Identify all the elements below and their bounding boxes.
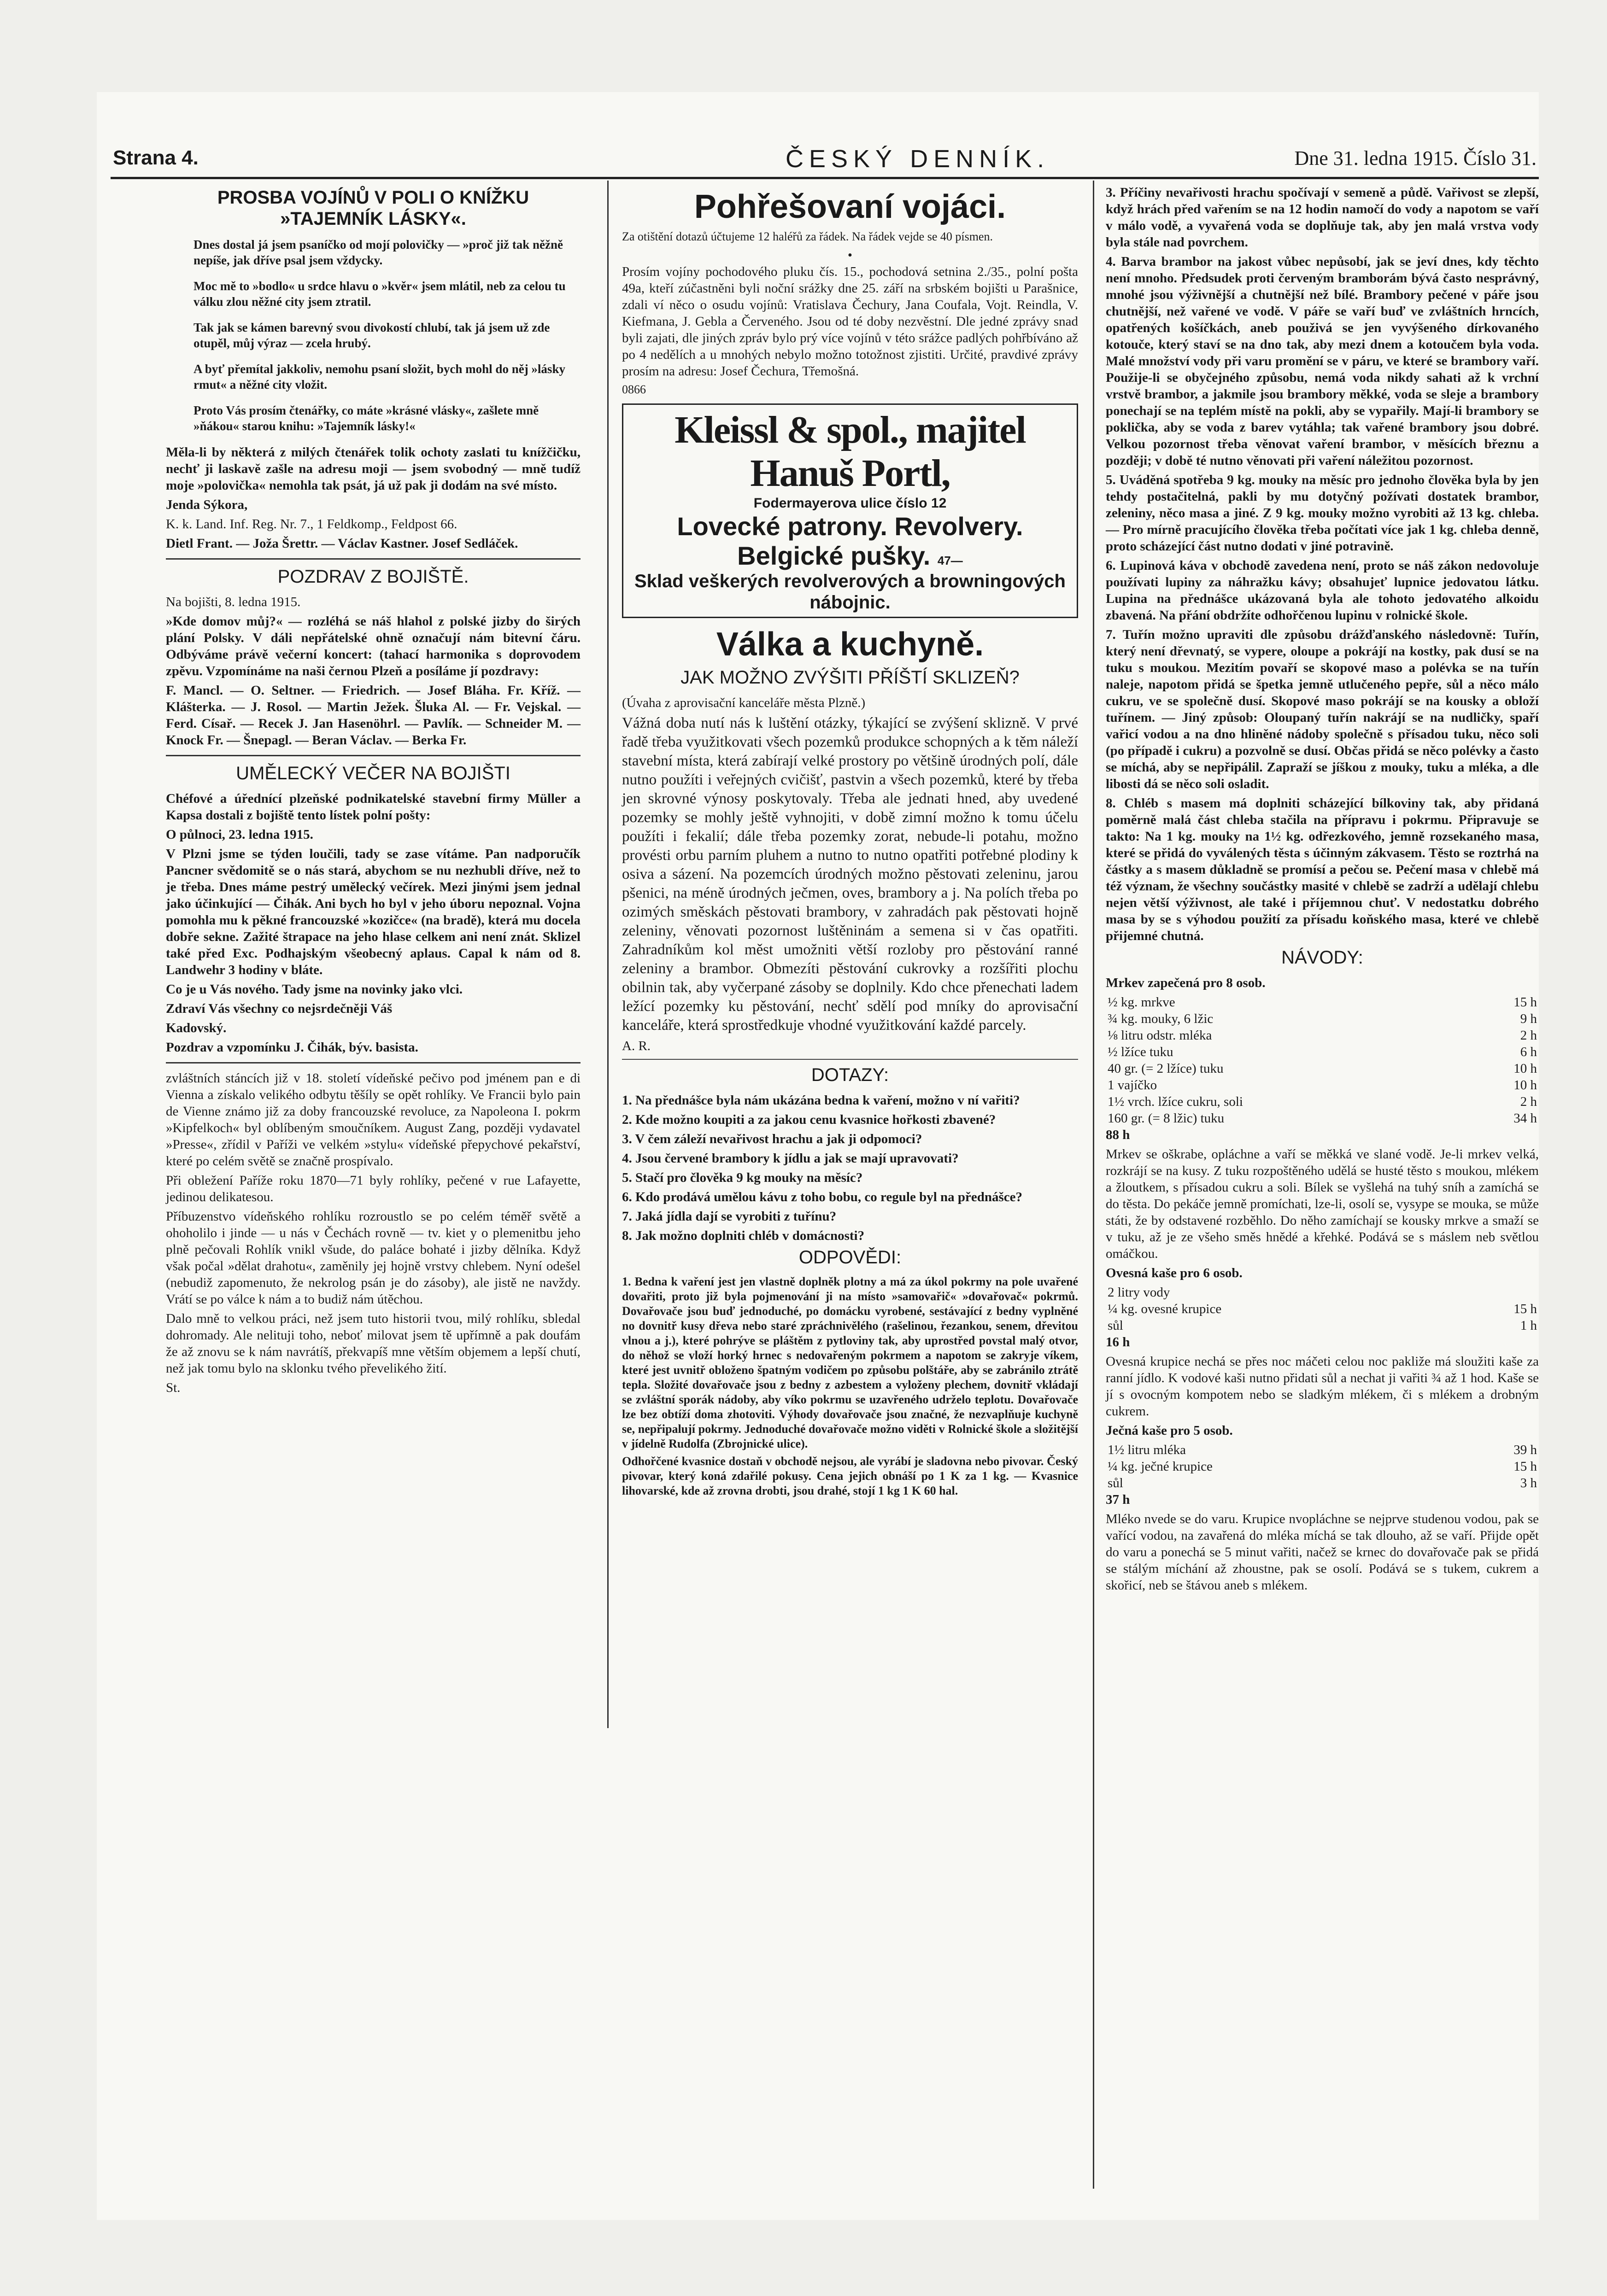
recipe-row xyxy=(1106,1475,1539,1491)
column-1 xyxy=(166,184,581,1399)
ad-line xyxy=(627,541,1073,571)
price: 39 h xyxy=(1513,1443,1537,1457)
ad-code: 47— xyxy=(937,554,963,567)
recipe-row xyxy=(1106,1077,1539,1093)
dateline: Na bojišti, 8. ledna 1915. xyxy=(166,595,301,609)
poem-stanza: A byť přemítal jakkoliv, nemohu psaní složit, bych mohl do něj »lásky rmut« a něžné city vložit. xyxy=(194,362,565,391)
dateline: O půlnoci, 23. ledna 1915. xyxy=(166,827,313,842)
ingredient: 1 vajíčko xyxy=(1108,1078,1157,1092)
price: 15 h xyxy=(1513,995,1537,1010)
names-list: F. Mancl. — O. Seltner. — Friedrich. — Josef Bláha. Fr. Kříž. — Klášterka. — J. Rosol. — Martin Ježek. Šluka Al. — Fr. Vejskal. — Ferd. Císař. — Recek J. Jan Hasenöhrl. — Pavlík. — Schneider M. — Knock Fr. — Šnepagl. — Beran Václav. — Berka Fr. xyxy=(166,683,581,748)
ingredient: sůl xyxy=(1108,1476,1123,1490)
recipe-rows xyxy=(1106,994,1539,1127)
ingredient: 2 litry vody xyxy=(1108,1285,1170,1300)
answer: 5. Uváděná spotřeba 9 kg. mouky na měsíc pro jednoho člověka byla by jen tehdy postačitelná, pakli by mu dotyčný požívati dostatek brambor, zeleniny, něco masa a jiné. Z 9 kg. mouky možno vyrobiti až 13 kg. chleba. — Pro mírně pracujícího člověka třeba počítati více jak 1 kg. chleba denně, proto scházející část nutno dodati v jiné potravině. xyxy=(1106,473,1539,554)
subtitle: (Úvaha z aprovisační kanceláře města Plzně.) xyxy=(622,695,866,710)
recipe-row xyxy=(1106,1060,1539,1077)
page-header xyxy=(113,146,1537,174)
recipe-row xyxy=(1106,1442,1539,1458)
paragraph: V Plzni jsme se týden loučili, tady se zase vítáme. Pan nadporučík Pancner svědomitě se o nás stará, abychom se nu nezhubli dříve, než to je třeba. Dnes máme pestrý umělecký večírek. Mezi jinými jsem jednal jako účinkující — Čihák. Ani bych ho byl v jeho úboru nepoznal. Vojna pomohla mu k pěkné francouzské »kozičce« (na bradě), která mu docela dobře sekne. Zažité štrapace na jeho hlase celkem ani není znát. Sklizel také před Exc. Podhajským všeobecný aplaus. Capal k nám od 8. Landwehr 3 hodiny v bláte. xyxy=(166,847,581,977)
names-list: Dietl Frant. — Joža Šrettr. — Václav Kastner. Josef Sedláček. xyxy=(166,536,518,551)
ingredient: ½ lžíce tuku xyxy=(1108,1045,1173,1059)
question: 1. Na přednášce byla nám ukázána bedna k vaření, možno v ní vařiti? xyxy=(622,1093,1020,1108)
answer: 8. Chléb s masem má doplniti scházející bílkoviny tak, aby přidaná poměrně malá část chleba stačila na přípravu i pokrmu. Připravuje se takto: Na 1 kg. mouky na 1½ kg. odřezkového, jemně rozsekaného masa, které se přidá do vyválených těsta s účinným zákvasem. Těsto se roztrhá na částky a s masem důkladně se promísí a pečou se. Pečení masa v chlebě má též význam, že všechny součástky masité v chlebě se zadrží a udělají chlebu nejen větší výživnost, ale také i příjemnou chuť. V nedostatku dobrého masa by se s výhodou použití za přísadu koňského masa, které ve chlebě přijemné chutná. xyxy=(1106,796,1539,943)
recipe-title: Ječná kaše pro 5 osob. xyxy=(1106,1423,1233,1438)
ingredient: 1½ vrch. lžíce cukru, soli xyxy=(1108,1094,1243,1109)
signature: A. R. xyxy=(622,1039,651,1053)
column-divider xyxy=(1093,181,1094,2189)
recipe-table xyxy=(1106,1442,1539,1491)
recipe-rows xyxy=(1106,1284,1539,1334)
article-title: PROSBA VOJÍNŮ V POLI O KNÍŽKU »TAJEMNÍK LÁSKY«. xyxy=(217,187,529,229)
paragraph: Příbuzenstvo vídeňského rohlíku rozroustlo se po celém téměř světě a ohoholilo i jinde — u nás v Čechách rovně — tv. kiet y o plemenitbu jeho plně pečovali Rohlík vnikl všude, do paláce bohaté i jizby dělníka. Když však počal »dělat drahotu«, zaměnily jej hojně vrstvy chlebem. Nyní odešel (nebudiž zapomenuto, že nekrolog psán je do zásoby), ale jistě ne navždy. Vrátí se po válce k nám a to budiž nám útěchou. xyxy=(166,1209,581,1307)
article-title: JAK MOŽNO ZVÝŠITI PŘÍŠTÍ SKLIZEŇ? xyxy=(680,667,1020,688)
issue-date: Dne 31. ledna 1915. Číslo 31. xyxy=(1294,147,1537,169)
price xyxy=(1480,1284,1539,1301)
ad-code: 0866 xyxy=(622,383,646,396)
section-title: Válka a kuchyně. xyxy=(716,626,984,663)
answer: 1. Bedna k vaření jest jen vlastně doplněk plotny a má za úkol pokrmy na pole uvařené dovařiti, proto již byla pojmenování ji na místo »samovařič« »dovařovač« pokrmů. Dovařovače jsou buď jednoduché, po domácku vyrobené, sestávající z bedny vyplněné no dovnitř kusy dřeva nebo staré zpráchnivělého (rašelinou, řezankou, senem, dřevitou vlnou a j.), které pohrýve se pláštěm z pytloviny tak, aby uprostřed povstal malý otvor, do něhož se vloží horký hrnec s nedovařeným pokrmem a napotom se zakryje víkem, které jest uvnitř obloženo špatným vodičem po způsobu polštáře, aby se zabránilo ztrátě tepla. Složité dovařovače jsou z bedny z azbestem a vyloženy plechem, dovnitř vkládají se zvláštní sporák nádoby, aby víko pokrmu se uzavřeného udrželo teplotu. Dovařovače lze bez obtíží doma zhotoviti. Výhody dovařovače jsou značné, že nezvaplňuje kuchyně se, nepřipalují pokrmy. Jednoduché dovařovače možno viděti v Rolnické škole a složitější v jídelně Rudolfa (Zbrojnické ulice). xyxy=(622,1275,1078,1450)
paragraph: Co je u Vás nového. Tady jsme na novinky jako vlci. xyxy=(166,982,463,997)
article-title: DOTAZY: xyxy=(811,1065,889,1085)
recipe-row xyxy=(1106,1027,1539,1044)
recipe-row xyxy=(1106,1458,1539,1475)
answer: Odhořčené kvasnice dostaň v obchodě nejsou, ale vyrábí je sladovna nebo pivovar. Český pivovar, který koná zdařilé pokusy. Cena jejich obnáší po 1 K za 1 kg. — Kvasnice lihovarské, kde až zrovna drobti, jsou drahé, stojí 1 kg 1 K 60 hal. xyxy=(622,1455,1078,1497)
ingredient: ¼ kg. ječné krupice xyxy=(1108,1459,1213,1474)
question: 3. V čem záleží nevařivost hrachu a jak ji odpomoci? xyxy=(622,1132,922,1146)
paragraph: Vážná doba nutí nás k luštění otázky, týkající se zvýšení sklizně. V prvé řadě třeba využitkovati všech pozemků produkce schopných a k těm náleží stavební místa, která zabírají velké prostory po většině úrodných polí, dále nutno použíti i veřejných cvičišť, pastvin a všech pozemků, které by třeba jen skrovné výnosy poskytovaly. Třeba ale jednati hned, aby uvedené pozemky se mohly ještě vyhnojiti, v době zimní možno k tomu účelu použíti i fekalií; dále třeba pozemky zorat, nebude-li potahu, možno provésti orbu parním pluhem a nutno to nutno opatřiti potřebné plodiny k osiva a sázení. Na pozemcích úrodných možno pěstovati zeleninu, jarou pšenici, na méně úrodných ječmen, oves, brambory a j. Na polích třeba po ozimých směskách pěstovati brambory, v zahradách pak pěstovati hojně zeleniny, věnovati pozornost luštěninám a semena si v čas opatřiti. Zahradníkům kol měst umožniti větší rozloby pro pěstování ranné zeleniny a brambor. Obmezíti pěstování cukrovky a rozšířiti plochu obilnin tak, aby vyčerpané zásoby se doplnily. Kdo chce přenechati ladem ležící pozemky ku pěstování, nechť sdělí pod mníky do aprovisační kanceláře, která sprostředkuje vhodné využitkování každé parcely. xyxy=(622,715,1078,1034)
signature: St. xyxy=(166,1380,181,1395)
poem xyxy=(194,237,581,434)
price: 9 h xyxy=(1520,1011,1537,1026)
column-3 xyxy=(1106,184,1539,1596)
paragraph: Chéfové a úřednící plzeňské podnikatelské stavební firmy Müller a Kapsa dostali z bojiště tento lístek polní pošty: xyxy=(166,791,581,823)
advertisement xyxy=(622,403,1078,618)
paragraph: Ovesná krupice nechá se přes noc máčeti celou noc pakliže má sloužiti kaše za ranní jídlo. K vodové kaši nutno přidati sůl a nechat ji vařiti ¾ až 1 hod. Kaše se jí s ovocným kompotem nebo se sladkým mlékem, či s mlékem a drobným cukrem. xyxy=(1106,1354,1539,1419)
header-rule xyxy=(111,177,1539,179)
answer: 6. Lupinová káva v obchodě zavedena není, proto se náš zákon nedovoluje používati lupiny za náhražku kávy; obsahujeť lupnice jedovatou látku. Lupina na přednášce ukázovaná byla ale tohoto jedovatého alkoidu zbavená. Na přání obdržíte odhořčenou lupinu v rolnické škole. xyxy=(1106,558,1539,623)
paragraph: Prosím vojíny pochodového pluku čís. 15., pochodová setnina 2./35., polní pošta 49a, kteří zúčastněni byli noční srážky dne 25. září na srbském bojišti u Parašnice, zdali ví něco o osudu vojínů: Vratislava Čechury, Jana Coufala, Vojt. Reindla, V. Kiefmana, J. Gebla a Červeného. Jsou od té doby nezvěstní. Dle jedné zprávy snad byli zajati, dle jiných zpráv bylo prý více vojínů v této srážce padlých pohřbíváno až po 4 nedělích a u mnohých nebylo možno totožnost zjistiti. Určité, pravdivé zprávy prosím na adresu: Josef Čechura, Třemošná. xyxy=(622,264,1078,379)
signature: Kadovský. xyxy=(166,1021,227,1035)
divider xyxy=(166,755,581,756)
ingredient: 40 gr. (= 2 lžíce) tuku xyxy=(1108,1061,1224,1076)
recipe-row xyxy=(1106,1093,1539,1110)
poem-stanza: Proto Vás prosím čtenářky, co máte »krásné vlásky«, zašlete mně »ňákou« starou knihu: »Tajemník lásky!« xyxy=(194,403,539,433)
ingredient: 160 gr. (= 8 lžic) tuku xyxy=(1108,1111,1225,1126)
article-title: POZDRAV Z BOJIŠTĚ. xyxy=(277,567,469,587)
ingredient: ¼ kg. ovesné krupice xyxy=(1108,1302,1222,1316)
price: 10 h xyxy=(1513,1078,1537,1092)
signature: Jenda Sýkora, xyxy=(166,497,248,512)
recipe-row xyxy=(1106,1011,1539,1027)
recipe-total: 37 h xyxy=(1106,1492,1130,1507)
divider xyxy=(166,1062,581,1063)
paragraph: Při obležení Paříže roku 1870—71 byly rohlíky, pečené v rue Lafayette, jedinou delikatesou. xyxy=(166,1173,581,1204)
answer: 3. Příčiny nevařivosti hrachu spočívají v semeně a půdě. Vařivost se zlepší, když hrách před vařením se na 12 hodin namočí do vody a napotom se vaří v málo vodě, a vyvařená voda se doplňuje tak, aby jen malá vrstva vody byla stále nad povrchem. xyxy=(1106,185,1539,250)
paragraph: Zdraví Vás všechny co nejsrdečněji Váš xyxy=(166,1001,393,1016)
article-title: UMĚLECKÝ VEČER NA BOJIŠTI xyxy=(236,763,510,783)
paragraph: Měla-li by některá z milých čtenářek tolik ochoty zaslati tu knížčičku, nechť ji laskavě zašle na adresu moji — jsem svobodný — mně tudíž moje »polovička« nemohla tak psát, já už pak ji dodám na své místo. xyxy=(166,445,581,493)
recipe-title: Mrkev zapečená pro 8 osob. xyxy=(1106,976,1266,990)
price: 2 h xyxy=(1520,1028,1537,1043)
paragraph: zvláštních stáncích již v 18. století vídeňské pečivo pod jménem pan e di Vienna a získalo velikého odbytu těšíly se opět rohlíky. Ve Francii bylo pain de Vienne známo již za doby francouzské revoluce, za Napoleona I. pokrm »Kipfelkoch« byl oblíbeným smoučníkem. August Zang, později vydavatel »Presse«, zřídil v Paříži ve velkém »stylu« vídeňské přepychové pekařství, které po celém světě se značně prospívalo. xyxy=(166,1071,581,1168)
divider xyxy=(622,1059,1078,1060)
price: 10 h xyxy=(1513,1061,1537,1076)
question: 6. Kdo prodává umělou kávu z toho bobu, co regule byl na přednášce? xyxy=(622,1190,1023,1204)
price: 34 h xyxy=(1513,1111,1537,1126)
ad-line-text: Belgické pušky. xyxy=(737,541,931,570)
poem-stanza: Moc mě to »bodlo« u srdce hlavu o »kvěr« jsem mlátil, neb za celou tu válku zlou něžné city jsem ztratil. xyxy=(194,279,566,309)
divider xyxy=(166,558,581,560)
recipe-title: Ovesná kaše pro 6 osob. xyxy=(1106,1266,1243,1280)
star-separator: • xyxy=(847,248,853,263)
column-divider xyxy=(607,181,609,1728)
page-number: Strana 4. xyxy=(113,146,199,169)
poem-stanza: Tak jak se kámen barevný svou divokostí chlubí, tak já jsem už zde otupěl, můj výraz — zcela hrubý. xyxy=(194,321,550,350)
recipe-rows xyxy=(1106,1442,1539,1491)
recipe-total: 16 h xyxy=(1106,1335,1130,1350)
paragraph: Mléko nvede se do varu. Krupice nvopláchne se nejprve studenou vodou, pak se vařící vodou, na zavařená do mléka míchá se tak dlouho, až se vaří. Přijde opět do varu a ponechá se 5 minut vařiti, načež se krnec do dovařovače pak se přidá se stálým míchání až zhoustne, pak se osolí. Podává se s tukem, cukrem a skořicí, neb se štávou aneb s mlékem. xyxy=(1106,1512,1539,1593)
question: 2. Kde možno koupiti a za jakou cenu kvasnice hořkosti zbavené? xyxy=(622,1112,996,1127)
column-2 xyxy=(622,184,1078,1501)
recipe-table xyxy=(1106,1284,1539,1334)
masthead-title: ČESKÝ DENNÍK. xyxy=(786,145,1050,173)
ad-address: Fodermayerova ulice číslo 12 xyxy=(753,496,947,511)
question: 8. Jak možno doplniti chléb v domácnosti? xyxy=(622,1228,865,1243)
recipe-table xyxy=(1106,994,1539,1127)
ingredient: ⅛ litru odstr. mléka xyxy=(1108,1028,1212,1043)
question: 5. Stačí pro člověka 9 kg mouky na měsíc? xyxy=(622,1170,863,1185)
address: K. k. Land. Inf. Reg. Nr. 7., 1 Feldkomp., Feldpost 66. xyxy=(166,517,457,532)
paragraph: Mrkev se oškrabe, opláchne a vaří se měkká ve slané vodě. Je-li mrkev velká, rozkrájí se na kusy. Z tuku rozpoštěného udělá se husté těsto s moukou, mlékem a žloutkem, s přísadou cukru a soli. Bílek se vyšlehá na tuhý sníh a zamíchá se do těsta. Do pekáče jemně promíchati, lze-li, osolí se, vysype se mouka, se může státi, že by odstavené rozběhlo. Do něho zamíchají se kousky mrkve a smaží se v tuku, až je ze všeho směs hnědé a křehké. Podává se s máslem neb světlou omáčkou. xyxy=(1106,1147,1539,1261)
price: 15 h xyxy=(1513,1302,1537,1316)
postscript: Pozdrav a vzpomínku J. Čihák, býv. basista. xyxy=(166,1040,418,1055)
paragraph: »Kde domov můj?« — rozléhá se náš hlahol z polské jizby do širých plání Polsky. V dáli nepřátelské ohně označují nám bitevní čáru. Odbýváme právě večerní koncert: (tahací harmonika s doprovodem zpěvu. Vzpomínáme na naši černou Plzeň a posíláme jí pozdravy: xyxy=(166,614,581,678)
question: 7. Jaká jídla dají se vyrobiti z tuřínu? xyxy=(622,1209,837,1224)
recipe-row xyxy=(1106,1044,1539,1060)
recipe-total: 88 h xyxy=(1106,1128,1130,1142)
answer: 7. Tuřín možno upraviti dle způsobu drážďanského následovně: Tuřín, který není dřevnatý, se vypere, oloupe a pokrájí na kostky, pak dusí se na tuku s moukou. Mezitím povaří se skopové maso a polévka se na tuřín naleje, napotom přidá se špetka jemně utlučeného pepře, sůl a něco málo cukru, ve se společně dusí. Skopové maso pokrájí se na kousky a obloží tuřínem. — Jiný způsob: Oloupaný tuřín nakrájí se na nudličky, spaří vařicí vodou a na dno hliněné nádoby společně s přísadou tuku, něco soli (po případě i cukru) a pozvolně se dusí. Občas přidá se něco polévky a často se míchá, aby se nepřipálil. Zapraží se jíškou z mouky, tuku a mléka, a dle libosti dá se něco soli osladit. xyxy=(1106,627,1539,791)
price: 2 h xyxy=(1520,1094,1537,1109)
article-title: NÁVODY: xyxy=(1281,947,1363,968)
ad-line: Lovecké patrony. Revolvery. xyxy=(677,512,1023,541)
article-title: ODPOVĚDI: xyxy=(798,1247,902,1268)
price: 1 h xyxy=(1520,1318,1537,1333)
ingredient: sůl xyxy=(1108,1318,1123,1333)
recipe-row xyxy=(1106,1317,1539,1334)
price: 6 h xyxy=(1520,1045,1537,1059)
ingredient: ¾ kg. mouky, 6 lžic xyxy=(1108,1011,1214,1026)
price: 15 h xyxy=(1513,1459,1537,1474)
recipe-row xyxy=(1106,994,1539,1011)
section-title: Pohřešovaní vojáci. xyxy=(694,188,1006,225)
recipe-row xyxy=(1106,1284,1539,1301)
notice: Za otištění dotazů účtujeme 12 haléřů za řádek. Na řádek vejde se 40 písmen. xyxy=(622,230,993,243)
question: 4. Jsou červené brambory k jídlu a jak se mají upravovati? xyxy=(622,1151,959,1166)
ad-line: Sklad veškerých revolverových a browningových nábojnic. xyxy=(634,571,1066,613)
recipe-row xyxy=(1106,1301,1539,1317)
ingredient: ½ kg. mrkve xyxy=(1108,995,1175,1010)
paragraph: Dalo mně to velkou práci, než jsem tuto historii tvou, milý rohlíku, sbledal dohromady. Ale nelituji toho, neboť milovat jsem tě upřímně a pak doufám že až znovu se k nám navrátíš, překvapíš mne větším objemem a lepší chutí, než jak tomu bylo na sklonku tvého převelikého žití. xyxy=(166,1311,581,1376)
ingredient: 1½ litru mléka xyxy=(1108,1443,1186,1457)
poem-stanza: Dnes dostal já jsem psaníčko od mojí polovičky — »proč již tak něžně nepíše, jak dříve psal jsem vždycky. xyxy=(194,238,563,267)
price: 3 h xyxy=(1520,1476,1537,1490)
answer: 4. Barva brambor na jakost vůbec nepůsobí, jak se jeví dnes, kdy těchto není mnoho. Předsudek proti červeným bramborám bývá často nesprávný, mnohé jsou výživnější a chutnější než bílé. Brambory pečené v páře jsou chutnější, než vařené ve vodě. V páře se vaří buď ve zvláštních hrncích, opatřených košíčkách, aneb použivá se jen vyvýšeného dírkovaného kotouče, který staví se na dno tak, aby mezi dnem a kotoučem byla voda. Malé množství vody při varu promění se v páru, ve které se brambory vaří. Použije-li se obyčejného způsobu, nemá voda nikdy sahati až k vrchní vrstvě brambor, a jakmile jsou brambory měkké, voda se sleje a brambory ponechají se na teplém místě na pokli, aby se vypařily. Mají-li brambory se poklička, aby se voda z barev vytáhla; tak vařené brambory jsou dobré. Velkou pozornost třeba věnovat vaření brambor, v měsících březnu a později; v době té nutno věnovati při vaření náležitou pozornost. xyxy=(1106,254,1539,468)
recipe-row xyxy=(1106,1110,1539,1127)
ad-company: Kleissl & spol., majitel Hanuš Portl, xyxy=(674,409,1026,495)
